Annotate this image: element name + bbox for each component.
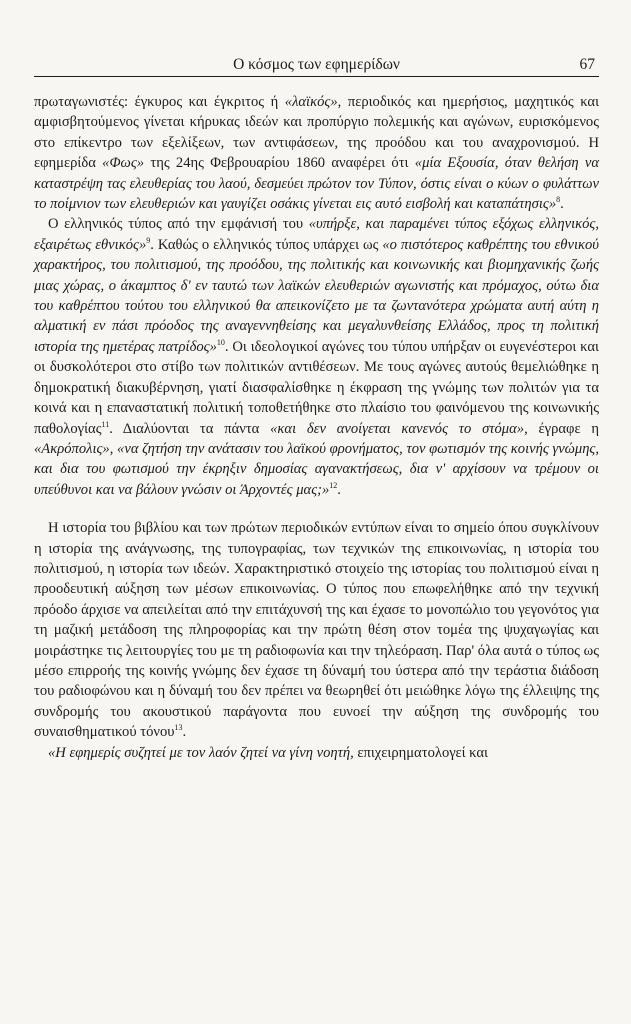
- running-title: Ο κόσμος των εφημερίδων: [233, 56, 400, 73]
- text: πρωταγωνιστές: έγκυρος και έγκριτος ή: [34, 94, 285, 110]
- quote: «και δεν ανοίγεται κανενός το στόμα»: [270, 420, 525, 437]
- text: Ο ελληνικός τύπος από την εμφάνισή του: [48, 216, 309, 233]
- footnote-ref: 12: [329, 480, 338, 490]
- footnote-ref: 8: [556, 195, 561, 205]
- text: Η ιστορία του βιβλίου και των πρώτων περιοδικών εντύπων είναι το σημείο όπου συγκλίνουν η ιστορία της ανάγνωσης, της τυπογραφίας, των τεχνικών της επικοινωνίας, η ιστορία του πολιτισμού, η ιστορία των ιδεών. Χαρακτηριστικό στοιχείο της ιστορίας του πολιτισμού είναι η προοδευτική αύξηση των μέσων επικοινωνίας. Ο τύπος που επωφελήθηκε από την τεχνική πρόοδο άρχισε να απειλείται από την επιτάχυνσή της και έχασε το μονοπώλιο του γεγονότος για τη μαζική μετάδοση της πληροφορίας και την πρώτη θέση στον τομέα της ψυχαγωγίας και μοιράστηκε τις λειτουργίες του με τη ραδιοφωνία και την τηλεόραση. Παρ' όλα αυτά ο τύπος ως μέσο επιρροής της κοινής γνώμης δεν έχασε τη δύναμή του ύστερα από την τεράστια διάδοση του ραδιοφώνου και η δύναμή του δεν πρέπει να θεωρηθεί ότι μειώθηκε λόγω της έλλειψης της συνδρομής του ακουστικού παράγοντα που ευνοεί την αύξηση της συνδρομής του συναισθηματικού τόνου: [34, 520, 599, 741]
- quote: «λαϊκός»: [284, 94, 338, 110]
- paragraph-4: [34, 743, 599, 763]
- text: .: [337, 481, 341, 498]
- header-rule: [34, 76, 599, 77]
- text: . Οι ιδεολογικοί αγώνες του τύπου υπήρξαν οι ευγενέστεροι και οι δυσκολότεροι στο στίβο των πολιτικών αντιθέσεων. Με τους αγώνες αυτούς θεμελιώθηκε η δημοκρατική διακυβέρνηση, γιατί διασφαλίσθηκε η έκφραση της γνώμης των πολιτών για τα κοινά και η επαναστατική πολιτική τοποθετήθηκε στο πλαίσιο του φαινόμενου της κοινωνικής παθολογίας: [34, 338, 599, 437]
- body-text: [34, 92, 599, 763]
- footnote-ref: 13: [174, 723, 183, 733]
- text: .: [182, 724, 187, 741]
- text: επιχειρηματολογεί και: [353, 744, 488, 761]
- quote: «να ζητήση την ανάτασιν του λαϊκού φρονήματος, τον φωτισμόν της κοινής γνώμης, και δια του φωτισμού την έκρηξιν δημοσίας αγανακτήσεως, δια ν' αρχίσουν να τρέμουν οι υπεύθυνοι και να βάλουν γνώσιν οι Άρχοντές μας;»: [34, 440, 599, 498]
- footnote-ref: 11: [101, 419, 110, 429]
- footnote-ref: 9: [146, 235, 151, 245]
- quote: «μία Εξουσία, όταν θελήση να καταστρέψη τας ελευθερίας του λαού, δεσμεύει πρώτον τον Τύπον, όστις είναι ο κύων ο φυλάττων το ποίμνιον των ελευθεριών και γαυγίζει οσάκις γίνεται εις αυτό εισβολή και καταπάτησις»: [34, 155, 600, 213]
- quote: «ο πιστότερος καθρέπτης του εθνικού χαρακτήρος, του πολιτισμού, της προόδου, της πολιτικής και κοινωνικής και βιομηχανικής ζωής μιας χώρας, ο άκαμπτος δ' εν ταυτώ των λαϊκών ελευθεριών αγωνιστής και πρόμαχος, ούτω δια του καθρέπτου τούτου του ελληνικού θα απεικονίζετο με τα ζωντανότερα χρώματα αυτή αύτη η αλματική εν πάσι πρόοδος της αναγεννηθείσης και μεγαλυνθείσης Ελλάδος, προς τη πολιτική ιστορία της ημετέρας πατρίδος»: [34, 236, 599, 355]
- text: . Καθώς ο ελληνικός τύπος υπάρχει ως: [150, 236, 383, 253]
- quote: «Η εφημερίς συζητεί με τον λαόν ζητεί να γίνη νοητή,: [48, 744, 354, 761]
- text: .: [560, 196, 564, 213]
- paragraph-3: [34, 518, 599, 742]
- paragraph-1: [34, 92, 599, 214]
- quote: «υπήρξε, και παραμένει τύπος εξόχως ελληνικός, εξαιρέτως εθνικός»: [34, 216, 600, 253]
- quote: «Ακρόπολις»: [34, 440, 110, 457]
- text: ,: [109, 440, 118, 457]
- text: , περιοδικός και ημερήσιος, μαχητικός και αμφισβητούμενος γίνεται κήρυκας ιδεών και προπύργιο πολεμικής και αγώνων, ευρισκόμενος στο επίκεντρο των εξελίξεων, των αντιφάσεων, της προόδου και του αναχρονισμού. Η εφημερίδα: [34, 94, 599, 172]
- footnote-ref: 10: [216, 337, 225, 347]
- text: της 24ης Φεβρουαρίου 1860 αναφέρει ότι: [144, 155, 415, 172]
- text: , έγραφε η: [524, 420, 599, 437]
- paragraph-2: [34, 214, 599, 500]
- page-number: 67: [579, 56, 595, 73]
- page-header: [34, 56, 599, 76]
- text: . Διαλύονται τα πάντα: [109, 420, 271, 437]
- quote: «Φως»: [102, 155, 145, 172]
